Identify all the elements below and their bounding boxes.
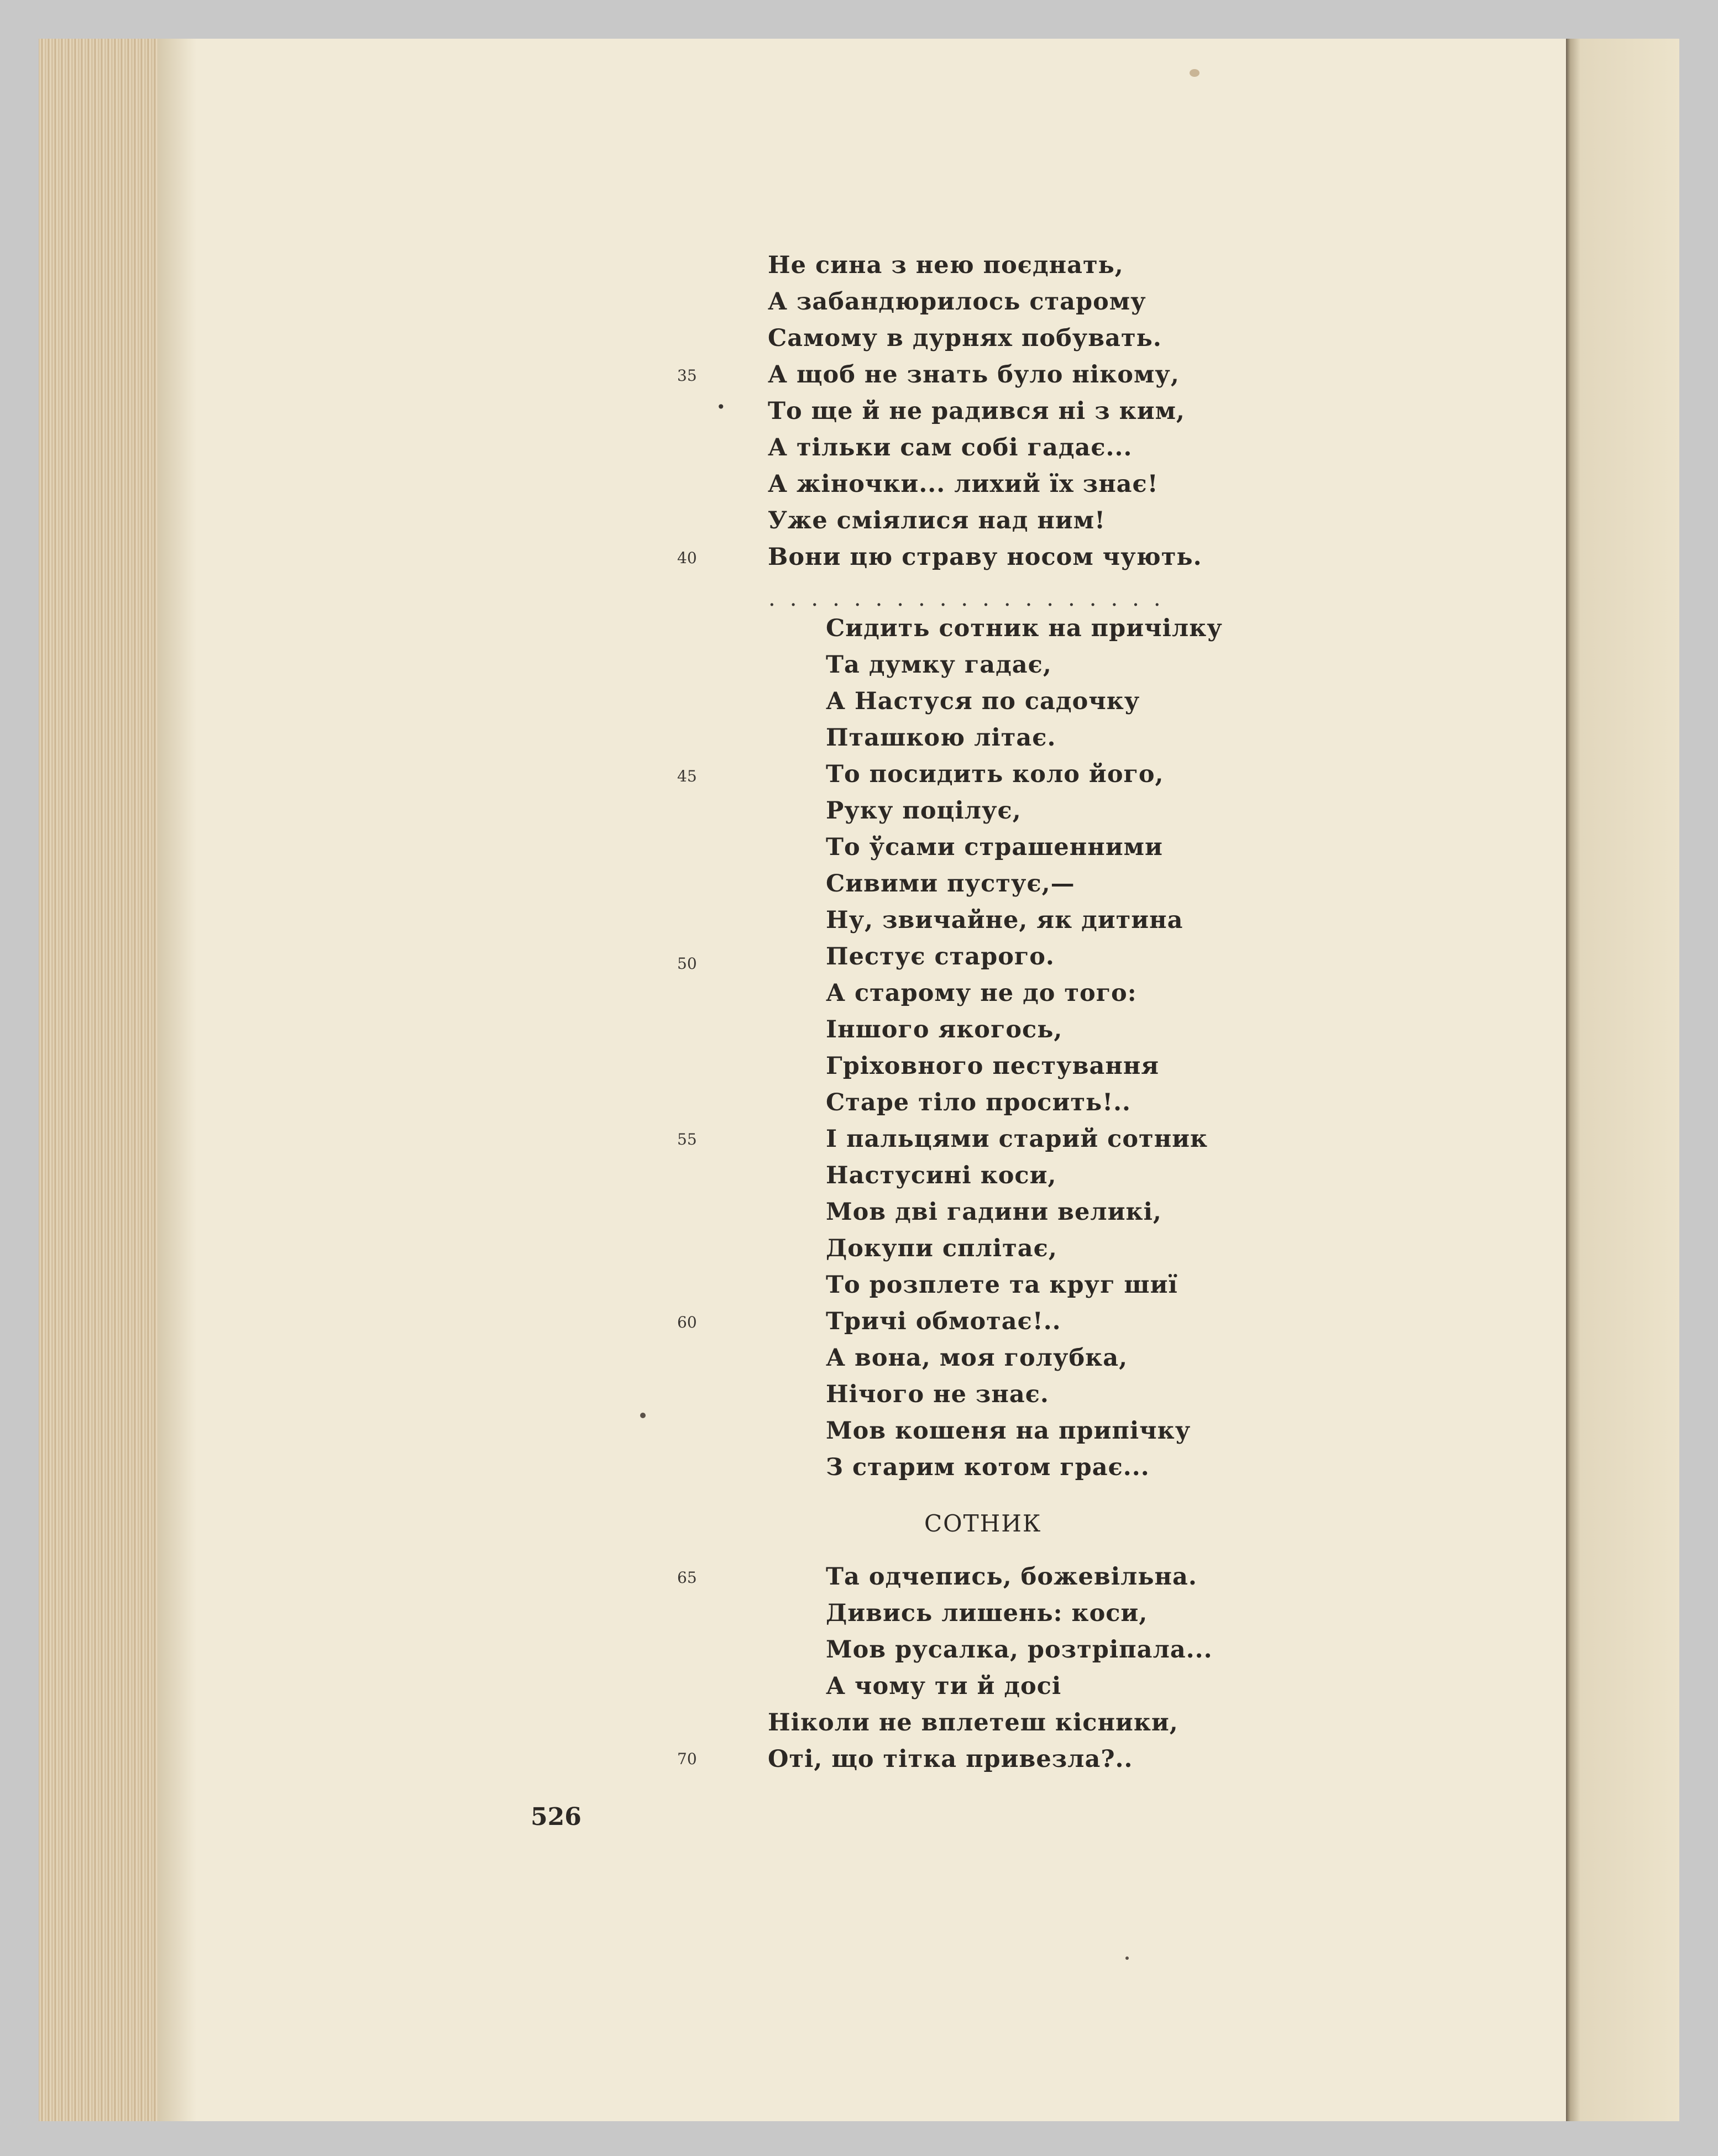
verse-line: Та думку гадає,	[826, 651, 1052, 679]
verse-line: То посидить коло його,	[826, 760, 1164, 788]
verse-line: Пестує старого.	[826, 943, 1055, 971]
verse-line: А жіночки... лихий їх знає!	[768, 470, 1159, 498]
speaker-name: СОТНИК	[924, 1510, 1042, 1537]
verse-line: Оті, що тітка привезла?..	[768, 1745, 1133, 1773]
verse-line: Ніколи не вплетеш кісники,	[768, 1709, 1178, 1737]
verse-line: Та одчепись, божевільна.	[826, 1563, 1197, 1591]
verse-line: А тільки сам собі гадає...	[768, 434, 1133, 461]
line-number: 35	[677, 366, 697, 385]
line-number: 65	[677, 1569, 697, 1587]
ink-speck	[1125, 1956, 1129, 1960]
verse-line: А чому ти й досі	[826, 1672, 1062, 1700]
verse-line: Не сина з нею поєднать,	[768, 251, 1124, 279]
verse-line: То розплете та круг шиї	[826, 1271, 1178, 1299]
verse-line: То ще й не радився ні з ким,	[768, 397, 1185, 425]
paper-stain	[1190, 69, 1200, 77]
verse-line: То ўсами страшенними	[826, 833, 1163, 861]
verse-line: Ну, звичайне, як дитина	[826, 906, 1183, 934]
book-page-edges	[39, 39, 158, 2121]
verse-line: Уже сміялися над ним!	[768, 507, 1106, 534]
verse-line: А старому не до того:	[826, 979, 1137, 1007]
verse-line: Мов русалка, розтріпала...	[826, 1636, 1213, 1664]
verse-line: З старим котом грає...	[826, 1454, 1150, 1481]
verse-line: Докупи сплітає,	[826, 1235, 1057, 1262]
line-number: 60	[677, 1313, 697, 1331]
verse-line: І пальцями старий сотник	[826, 1125, 1208, 1153]
verse-line: Пташкою літає.	[826, 724, 1056, 752]
verse-line: Сидить сотник на причілку	[826, 615, 1223, 642]
line-number: 70	[677, 1750, 697, 1768]
ink-speck	[640, 1413, 646, 1418]
verse-line: Нічого не знає.	[826, 1381, 1049, 1408]
line-number: 55	[677, 1130, 697, 1148]
verse-line: Самому в дурнях побувать.	[768, 324, 1162, 352]
verse-line: Мов дві гадини великі,	[826, 1198, 1162, 1226]
line-number: 40	[677, 549, 697, 567]
verse-line: А Настуся по садочку	[826, 688, 1140, 715]
verse-line: А щоб не знать було нікому,	[768, 361, 1180, 389]
verse-line: Вони цю страву носом чують.	[768, 543, 1202, 571]
verse-line: Настусині коси,	[826, 1162, 1057, 1189]
ellipsis-separator: ...................	[768, 586, 1175, 611]
verse-line: Дивись лишень: коси,	[826, 1599, 1148, 1627]
verse-line: А забандюрилось старому	[768, 288, 1146, 316]
verse-line: Старе тіло просить!..	[826, 1089, 1132, 1116]
verse-line: Руку поцілує,	[826, 797, 1022, 825]
verse-line: Тричі обмотає!..	[826, 1308, 1061, 1335]
verse-line: Гріховного пестування	[826, 1052, 1160, 1080]
verse-line: Іншого якогось,	[826, 1016, 1063, 1043]
verse-line: Сивими пустує,—	[826, 870, 1075, 898]
verse-line: А вона, моя голубка,	[826, 1344, 1128, 1372]
page-number: 526	[531, 1803, 582, 1831]
line-number: 45	[677, 767, 697, 785]
line-number: 50	[677, 954, 697, 973]
margin-mark: •	[716, 398, 726, 416]
verse-line: Мов кошеня на припічку	[826, 1417, 1191, 1445]
next-page-edge	[1566, 39, 1679, 2121]
